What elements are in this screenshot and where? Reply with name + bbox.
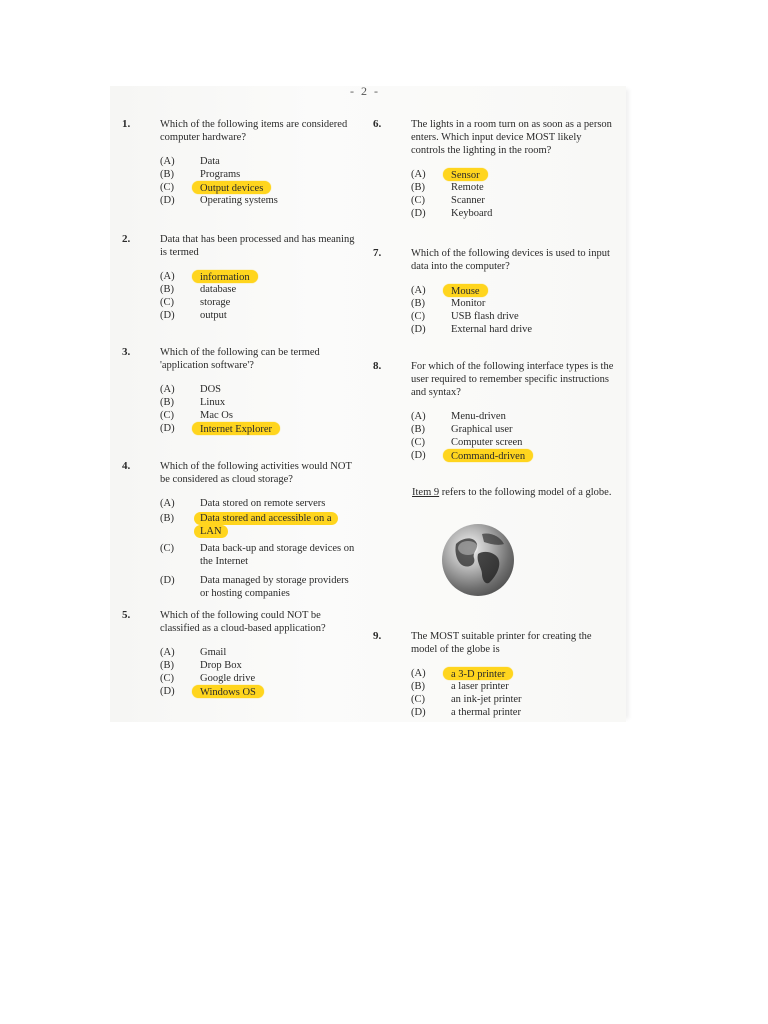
highlighted-answer: information <box>192 270 258 283</box>
option-b: (B) Programs <box>160 169 241 180</box>
question-number: 6. <box>373 118 382 130</box>
option-list <box>160 646 360 698</box>
highlighted-answer: Windows OS <box>192 685 264 698</box>
question-9 <box>373 630 617 719</box>
option-list <box>411 410 617 462</box>
question-number: 3. <box>122 346 131 358</box>
question-stem: Data that has been processed and has meaning is termed <box>160 234 355 258</box>
highlighted-answer: Mouse <box>443 284 488 297</box>
question-number: 4. <box>122 460 131 472</box>
question-stem: For which of the following interface types is the user required to remember specific instructions and syntax? <box>411 361 614 398</box>
question-stem: Which of the following activities would NOT be considered as cloud storage? <box>160 461 352 485</box>
option-b: (B) Linux <box>160 397 226 408</box>
option-a: (A) Data stored on remote servers <box>160 498 326 509</box>
option-d: (D) Command-driven <box>411 449 617 462</box>
highlighted-answer: Sensor <box>443 168 488 181</box>
option-b: (B) a laser printer <box>411 681 509 692</box>
question-8 <box>373 360 617 462</box>
question-number: 5. <box>122 609 131 621</box>
option-d: (D) output <box>160 310 227 321</box>
option-d: (D) External hard drive <box>411 324 533 335</box>
question-stem: Which of the following items are considered computer hardware? <box>160 119 348 143</box>
option-c: (C) Data back-up and storage devices on the Internet <box>160 543 355 567</box>
question-stem: Which of the following can be termed 'application software'? <box>160 347 320 371</box>
option-c: (C) Computer screen <box>411 437 523 448</box>
option-d: (D) Internet Explorer <box>160 422 360 435</box>
option-a: (A) Data <box>160 156 220 167</box>
option-a: (A) Sensor <box>411 168 617 181</box>
option-c: (C) an ink-jet printer <box>411 694 522 705</box>
option-c: (C) USB flash drive <box>411 311 519 322</box>
question-number: 2. <box>122 233 131 245</box>
option-b: (B) database <box>160 284 237 295</box>
option-b: (B) Remote <box>411 182 484 193</box>
option-list <box>411 168 617 220</box>
option-b: (B) Data stored and accessible on a LAN <box>160 512 360 538</box>
question-stem: Which of the following could NOT be classified as a cloud-based application? <box>160 610 326 634</box>
option-d: (D) Operating systems <box>160 195 278 206</box>
option-a: (A) a 3-D printer <box>411 667 617 680</box>
globe-image <box>442 524 514 596</box>
highlighted-answer: Data stored and accessible on a LAN <box>194 512 338 538</box>
option-a: (A) DOS <box>160 384 222 395</box>
option-c: (C) Mac Os <box>160 410 233 421</box>
question-6 <box>373 118 617 220</box>
question-5 <box>122 609 360 698</box>
option-list <box>160 383 360 435</box>
option-list <box>160 497 360 600</box>
question-3 <box>122 346 360 435</box>
option-c: (C) Output devices <box>160 181 360 194</box>
option-list <box>160 155 360 207</box>
option-b: (B) Graphical user <box>411 424 513 435</box>
item-9-reference-text: refers to the following model of a globe. <box>439 487 612 498</box>
highlighted-answer: Command-driven <box>443 449 533 462</box>
question-7 <box>373 247 617 336</box>
option-b: (B) Monitor <box>411 298 486 309</box>
question-number: 8. <box>373 360 382 372</box>
highlighted-answer: Internet Explorer <box>192 422 280 435</box>
option-a: (A) Mouse <box>411 284 617 297</box>
question-number: 1. <box>122 118 131 130</box>
option-a: (A) Gmail <box>160 647 227 658</box>
highlighted-answer: a 3-D printer <box>443 667 513 680</box>
question-number: 7. <box>373 247 382 259</box>
item-9-link: Item 9 <box>412 487 440 498</box>
page-number: - 2 - <box>350 84 380 98</box>
option-d: (D) Data managed by storage providers or hosting companies <box>160 575 349 599</box>
question-stem: The lights in a room turn on as soon as a person enters. Which input device MOST likely controls the lighting in the room? <box>411 119 612 156</box>
question-stem: The MOST suitable printer for creating the model of the globe is <box>411 631 592 655</box>
option-d: (D) Keyboard <box>411 208 493 219</box>
globe-continents <box>442 524 514 596</box>
item-9-reference <box>412 486 612 499</box>
option-list <box>411 667 617 719</box>
option-c: (C) storage <box>160 297 231 308</box>
option-a: (A) Menu-driven <box>411 411 506 422</box>
option-c: (C) Google drive <box>160 673 256 684</box>
question-number: 9. <box>373 630 382 642</box>
question-1 <box>122 118 360 207</box>
option-a: (A) information <box>160 270 360 283</box>
option-d: (D) a thermal printer <box>411 707 521 718</box>
option-d: (D) Windows OS <box>160 685 360 698</box>
option-b: (B) Drop Box <box>160 660 242 671</box>
question-stem: Which of the following devices is used to input data into the computer? <box>411 248 610 272</box>
highlighted-answer: Output devices <box>192 181 271 194</box>
option-c: (C) Scanner <box>411 195 485 206</box>
option-list <box>160 270 360 322</box>
option-list <box>411 284 617 336</box>
question-4 <box>122 460 360 600</box>
question-2 <box>122 233 360 322</box>
